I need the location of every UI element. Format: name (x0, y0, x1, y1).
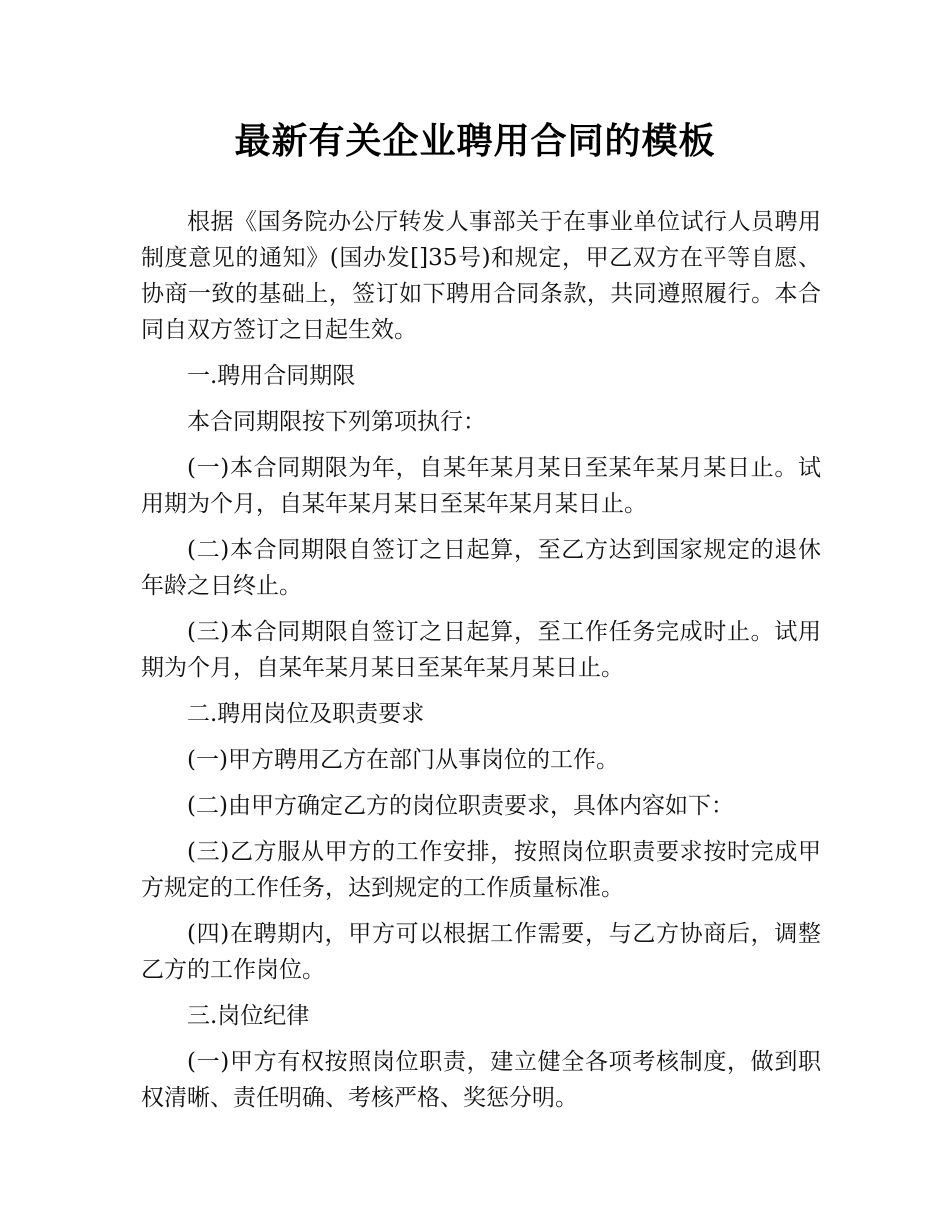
paragraph: (二)由甲方确定乙方的岗位职责要求，具体内容如下： (187, 793, 734, 819)
document-body (141, 204, 821, 1126)
paragraph: (三)乙方服从甲方的工作安排，按照岗位职责要求按时完成甲方规定的工作任务，达到规定的工作质量标准。 (141, 839, 821, 901)
paragraph: (一)甲方聘用乙方在部门从事岗位的工作。 (187, 747, 619, 773)
section-heading-2: 二.聘用岗位及职责要求 (187, 701, 425, 727)
paragraph: 本合同期限按下列第项执行： (187, 409, 486, 435)
section-heading-1: 一.聘用合同期限 (187, 363, 356, 389)
paragraph: (四)在聘期内，甲方可以根据工作需要，与乙方协商后，调整乙方的工作岗位。 (141, 921, 821, 983)
paragraph: (三)本合同期限自签订之日起算，至工作任务完成时止。试用期为个月，自某年某月某日至某年某月某日止。 (141, 619, 821, 681)
paragraph-intro: 根据《国务院办公厅转发人事部关于在事业单位试行人员聘用制度意见的通知》(国办发[]35号)和规定，甲乙双方在平等自愿、协商一致的基础上，签订如下聘用合同条款，共同遵照履行。本合同自双方签订之日起生效。 (141, 209, 821, 343)
paragraph: (一)本合同期限为年，自某年某月某日至某年某月某日止。试用期为个月，自某年某月某日至某年某月某日止。 (141, 455, 821, 517)
paragraph: (二)本合同期限自签订之日起算，至乙方达到国家规定的退休年龄之日终止。 (141, 537, 821, 599)
paragraph: (一)甲方有权按照岗位职责，建立健全各项考核制度，做到职权清晰、责任明确、考核严格、奖惩分明。 (141, 1049, 821, 1111)
section-heading-3: 三.岗位纪律 (187, 1003, 310, 1029)
document-title: 最新有关企业聘用合同的模板 (234, 121, 716, 162)
